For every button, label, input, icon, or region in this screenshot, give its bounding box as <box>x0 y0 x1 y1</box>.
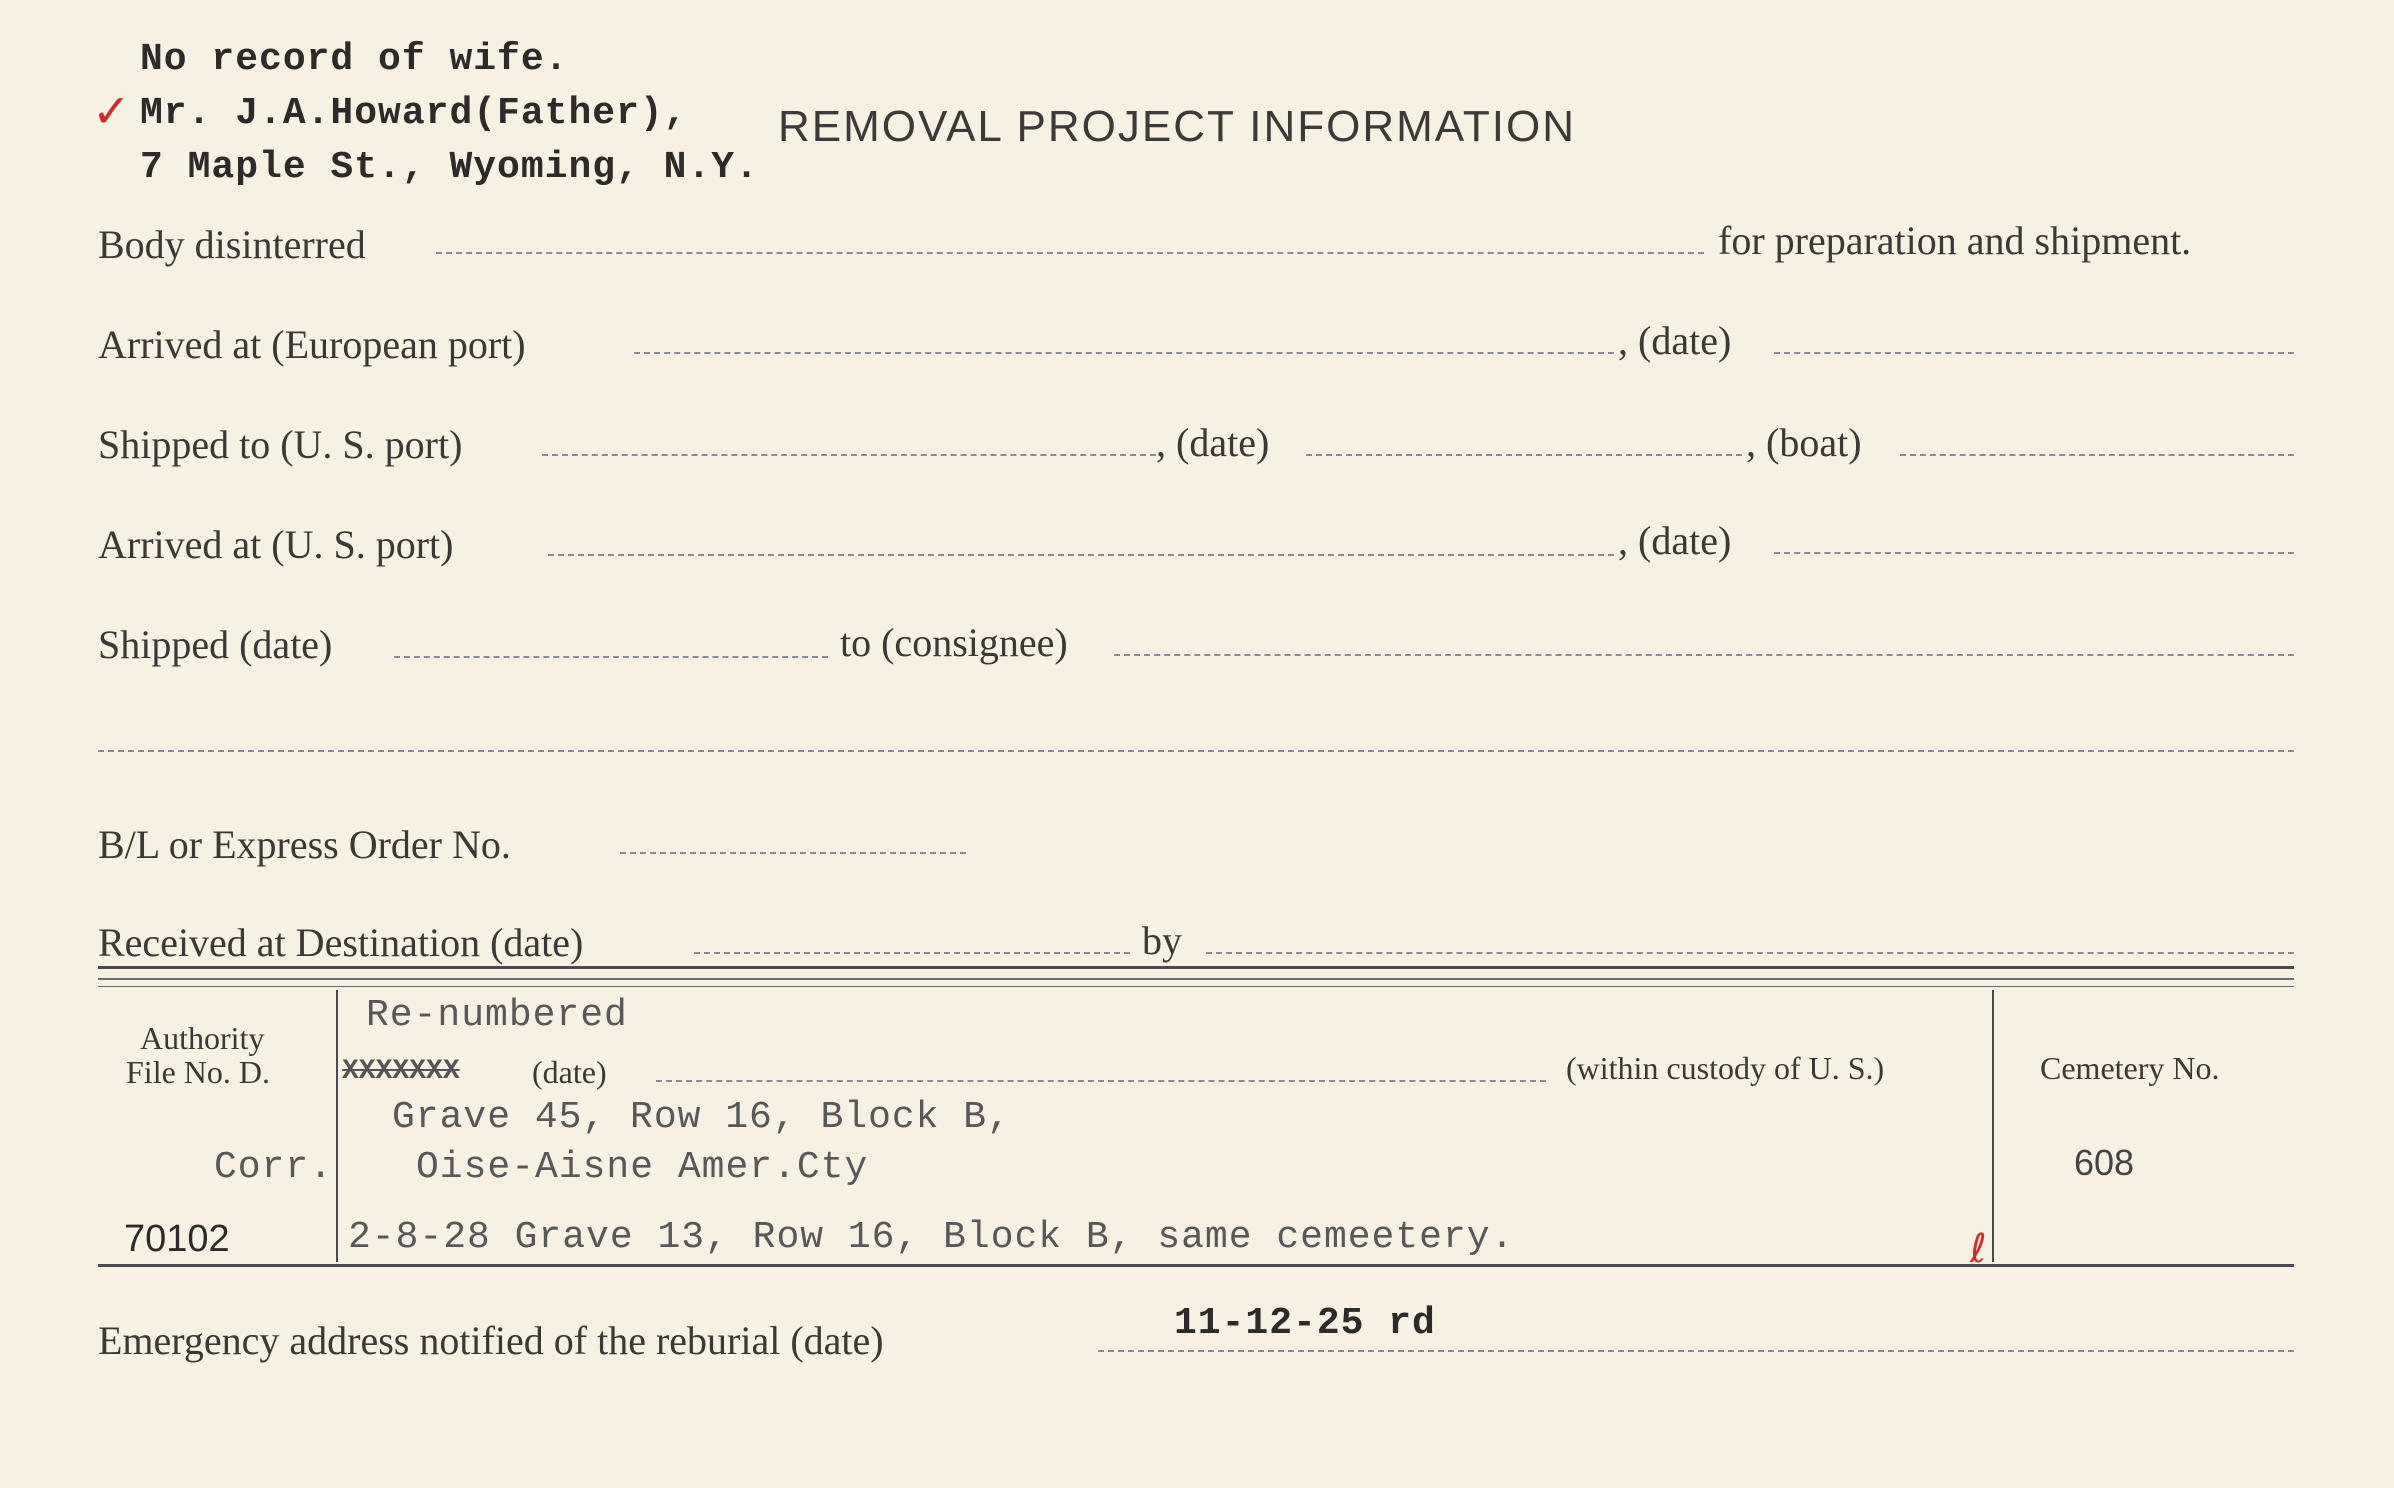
box-date-line <box>656 1080 1546 1082</box>
label-date-1: , (date) <box>1618 318 1732 363</box>
box-top-rule-2 <box>98 978 2294 980</box>
label-date-3: , (date) <box>1618 518 1732 563</box>
typed-father-name: Mr. J.A.Howard(Father), <box>140 92 688 135</box>
label-received-destination: Received at Destination (date) <box>98 920 584 965</box>
label-arrived-european: Arrived at (European port) <box>98 322 526 367</box>
typed-grave-line-1: Grave 45, Row 16, Block B, <box>392 1096 1011 1139</box>
typed-renumbered: Re-numbered <box>366 994 628 1037</box>
label-authority: Authority <box>140 1020 265 1056</box>
blank-line <box>98 750 2294 752</box>
box-divider-right <box>1992 990 1994 1262</box>
typed-grave-line-3: 2-8-28 Grave 13, Row 16, Block B, same cemeetery. <box>348 1216 1515 1259</box>
typed-emergency-date: 11-12-25 rd <box>1174 1302 1436 1345</box>
date-1-line <box>1774 352 2294 354</box>
label-emergency-address: Emergency address notified of the reburial (date) <box>98 1318 884 1363</box>
label-to-consignee: to (consignee) <box>840 620 1068 665</box>
bl-order-line <box>620 852 966 854</box>
label-for-preparation: for preparation and shipment. <box>1718 218 2192 263</box>
check-mark-icon: ✓ <box>92 84 131 138</box>
shipped-us-line <box>542 454 1156 456</box>
label-boat: , (boat) <box>1746 420 1862 465</box>
label-within-custody: (within custody of U. S.) <box>1566 1050 1885 1086</box>
consignee-line <box>1114 654 2294 656</box>
typed-no-record: No record of wife. <box>140 38 569 81</box>
box-divider-left <box>336 990 338 1262</box>
label-cemetery-no: Cemetery No. <box>2040 1050 2220 1086</box>
label-shipped-us-port: Shipped to (U. S. port) <box>98 422 463 467</box>
received-by-line <box>1206 952 2294 954</box>
box-bottom-rule <box>98 1264 2294 1267</box>
box-top-rule-3 <box>98 986 2294 987</box>
emergency-date-line <box>1098 1350 2294 1352</box>
file-number: 70102 <box>124 1218 230 1260</box>
body-disinterred-line <box>436 252 1704 254</box>
typed-grave-line-2: Oise-Aisne Amer.Cty <box>416 1146 869 1189</box>
date-3-line <box>1774 552 2294 554</box>
label-corr: Corr. <box>214 1146 334 1189</box>
label-body-disinterred: Body disinterred <box>98 222 366 267</box>
label-by: by <box>1142 918 1182 963</box>
received-date-line <box>694 952 1130 954</box>
arrived-european-line <box>634 352 1614 354</box>
label-arrived-us: Arrived at (U. S. port) <box>98 522 454 567</box>
cemetery-number: 608 <box>2074 1142 2135 1183</box>
boat-line <box>1900 454 2294 456</box>
date-2-line <box>1306 454 1742 456</box>
arrived-us-line <box>548 554 1614 556</box>
typed-address: 7 Maple St., Wyoming, N.Y. <box>140 146 759 189</box>
label-date-2: , (date) <box>1156 420 1270 465</box>
label-shipped-date: Shipped (date) <box>98 622 333 667</box>
struck-out-text: XXXXXXX <box>342 1056 460 1087</box>
shipped-date-line <box>394 656 828 658</box>
form-title: REMOVAL PROJECT INFORMATION <box>778 102 1576 151</box>
label-file-no: File No. D. <box>126 1054 270 1090</box>
label-bl-order: B/L or Express Order No. <box>98 822 511 867</box>
box-top-rule <box>98 966 2294 969</box>
red-initial-icon: ℓ <box>1970 1226 1987 1272</box>
label-date-box: (date) <box>532 1054 607 1090</box>
